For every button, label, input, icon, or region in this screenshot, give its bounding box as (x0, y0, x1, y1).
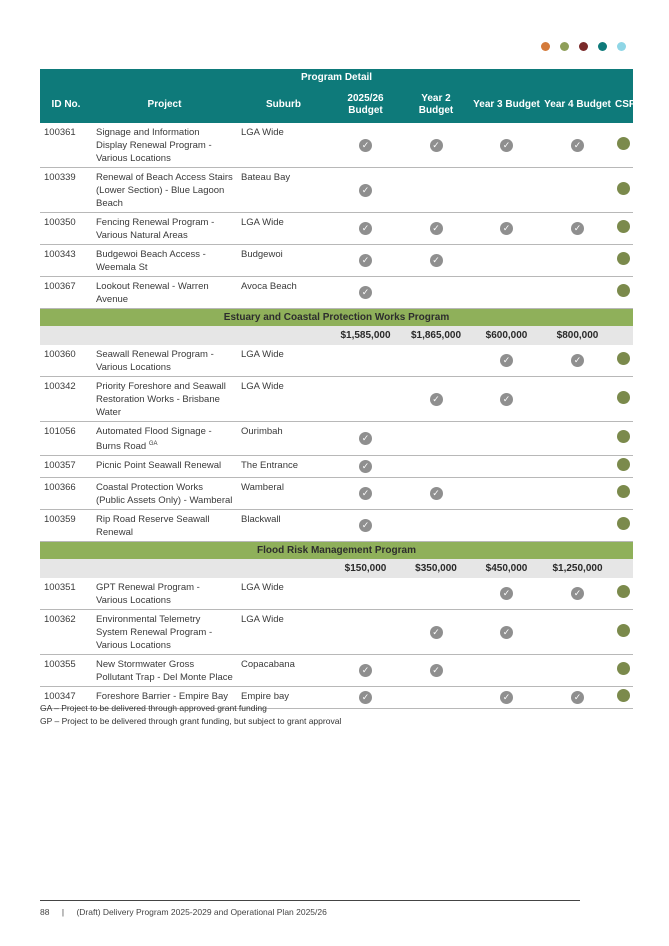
csp-cell (613, 168, 633, 213)
budget-csp-blank (613, 559, 633, 578)
project-name-text: Coastal Protection Works (Public Assets Only) - Wamberal (96, 482, 233, 507)
col-header-suburb: Suburb (237, 87, 330, 123)
table-row (40, 123, 633, 168)
budget-cell-y3 (471, 655, 542, 687)
project-name-text: Priority Foreshore and Seawall Restoration Works - Brisbane Water (96, 381, 226, 418)
budget-cell-y1 (330, 277, 401, 309)
project-id: 100360 (40, 345, 92, 377)
project-name-text: Foreshore Barrier - Empire Bay (96, 691, 228, 703)
suburb: Budgewoi (237, 245, 330, 277)
csp-dot-icon (617, 624, 630, 637)
col-header-y3: Year 3 Budget (471, 87, 542, 123)
project-name (92, 610, 237, 655)
budget-cell-y2 (401, 578, 471, 610)
budget-cell-y4 (542, 655, 613, 687)
budget-cell-y3 (471, 687, 542, 709)
page-footer (40, 907, 327, 917)
project-name-text: Renewal of Beach Access Stairs (Lower Section) - Blue Lagoon Beach (96, 172, 233, 209)
csp-cell (613, 422, 633, 456)
col-header-y1: 2025/26 Budget (330, 87, 401, 123)
csp-dot-icon (617, 458, 630, 471)
budget-cell-y3 (471, 345, 542, 377)
col-header-project: Project (92, 87, 237, 123)
col-header-y4: Year 4 Budget (542, 87, 613, 123)
budget-cell-y2 (401, 478, 471, 510)
csp-dot-icon (617, 220, 630, 233)
csp-cell (613, 345, 633, 377)
program-detail-header: Program Detail (40, 69, 633, 87)
decor-dot (617, 42, 626, 51)
footer-rule (40, 900, 580, 901)
project-id: 100350 (40, 213, 92, 245)
project-name (92, 422, 237, 456)
csp-cell (613, 687, 633, 709)
budget-cell-y1 (330, 245, 401, 277)
csp-dot-icon (617, 391, 630, 404)
project-name-text: Seawall Renewal Program - Various Locations (96, 349, 214, 373)
csp-cell (613, 510, 633, 542)
check-icon: ✓ (359, 222, 372, 235)
check-icon: ✓ (359, 460, 372, 473)
budget-y4: $1,250,000 (542, 559, 613, 578)
suburb: LGA Wide (237, 610, 330, 655)
check-icon: ✓ (359, 519, 372, 532)
project-id: 100351 (40, 578, 92, 610)
budget-cell-y2 (401, 245, 471, 277)
check-icon: ✓ (500, 393, 513, 406)
footnote-gp: GP – Project to be delivered through grant funding, but subject to grant approval (40, 716, 342, 726)
check-icon: ✓ (359, 432, 372, 445)
table-row (40, 422, 633, 456)
project-name (92, 510, 237, 542)
check-icon: ✓ (571, 139, 584, 152)
project-id: 100347 (40, 687, 92, 709)
csp-dot-icon (617, 182, 630, 195)
suburb: Ourimbah (237, 422, 330, 456)
budget-cell-y3 (471, 456, 542, 478)
footnotes (40, 702, 341, 728)
budget-cell-y4 (542, 123, 613, 168)
suburb: Empire bay (237, 687, 330, 709)
suburb: LGA Wide (237, 377, 330, 422)
footnote-ga: GA – Project to be delivered through approved grant funding (40, 703, 267, 713)
table-row (40, 510, 633, 542)
suburb: LGA Wide (237, 345, 330, 377)
budget-cell-y1 (330, 456, 401, 478)
check-icon: ✓ (571, 691, 584, 704)
budget-cell-y1 (330, 578, 401, 610)
csp-cell (613, 478, 633, 510)
project-id: 101056 (40, 422, 92, 456)
footer-separator: | (61, 907, 65, 917)
table-row (40, 610, 633, 655)
project-name (92, 456, 237, 478)
check-icon: ✓ (500, 222, 513, 235)
decor-dot (598, 42, 607, 51)
table-row (40, 345, 633, 377)
budget-cell-y3 (471, 610, 542, 655)
check-icon: ✓ (571, 587, 584, 600)
section-header-row (40, 309, 633, 327)
budget-cell-y4 (542, 213, 613, 245)
suburb: LGA Wide (237, 213, 330, 245)
csp-cell (613, 655, 633, 687)
budget-cell-y2 (401, 422, 471, 456)
table-row (40, 578, 633, 610)
csp-cell (613, 245, 633, 277)
csp-dot-icon (617, 284, 630, 297)
csp-dot-icon (617, 352, 630, 365)
project-name-text: Budgewoi Beach Access - Weemala St (96, 249, 206, 273)
funding-tag: GA (148, 441, 158, 447)
project-name-text: Fencing Renewal Program - Various Natural Areas (96, 217, 215, 241)
budget-cell-y2 (401, 168, 471, 213)
project-name (92, 245, 237, 277)
check-icon: ✓ (500, 139, 513, 152)
budget-cell-y4 (542, 345, 613, 377)
check-icon: ✓ (571, 222, 584, 235)
budget-cell-y1 (330, 213, 401, 245)
csp-dot-icon (617, 662, 630, 675)
csp-dot-icon (617, 252, 630, 265)
check-icon: ✓ (500, 626, 513, 639)
budget-cell-y4 (542, 510, 613, 542)
csp-cell (613, 610, 633, 655)
document-title: (Draft) Delivery Program 2025-2029 and Operational Plan 2025/26 (76, 907, 327, 917)
budget-cell-y3 (471, 245, 542, 277)
check-icon: ✓ (359, 139, 372, 152)
budget-cell-y3 (471, 422, 542, 456)
budget-y2: $350,000 (401, 559, 471, 578)
budget-cell-y4 (542, 687, 613, 709)
suburb: LGA Wide (237, 123, 330, 168)
budget-cell-y2 (401, 610, 471, 655)
budget-cell-y2 (401, 687, 471, 709)
check-icon: ✓ (359, 254, 372, 267)
suburb: The Entrance (237, 456, 330, 478)
budget-cell-y1 (330, 168, 401, 213)
check-icon: ✓ (359, 487, 372, 500)
project-name (92, 655, 237, 687)
budget-cell-y3 (471, 377, 542, 422)
budget-cell-y3 (471, 123, 542, 168)
page-number: 88 (40, 907, 50, 917)
suburb: Blackwall (237, 510, 330, 542)
budget-cell-y4 (542, 422, 613, 456)
budget-y1: $1,585,000 (330, 326, 401, 345)
project-name-text: Environmental Telemetry System Renewal Program - Various Locations (96, 614, 213, 652)
budget-cell-y4 (542, 610, 613, 655)
check-icon: ✓ (359, 691, 372, 704)
check-icon: ✓ (430, 139, 443, 152)
budget-row (40, 559, 633, 578)
project-id: 100362 (40, 610, 92, 655)
project-name-text: Signage and Information Display Renewal Program - Various Locations (96, 127, 212, 164)
budget-cell-y3 (471, 277, 542, 309)
project-id: 100343 (40, 245, 92, 277)
decor-dot (579, 42, 588, 51)
budget-cell-y4 (542, 456, 613, 478)
csp-cell (613, 123, 633, 168)
csp-cell (613, 213, 633, 245)
budget-cell-y3 (471, 478, 542, 510)
budget-cell-y3 (471, 510, 542, 542)
project-name-text: GPT Renewal Program - Various Locations (96, 582, 200, 607)
csp-cell (613, 456, 633, 478)
csp-dot-icon (617, 430, 630, 443)
project-id: 100357 (40, 456, 92, 478)
budget-cell-y3 (471, 168, 542, 213)
decor-dot (541, 42, 550, 51)
table-row (40, 245, 633, 277)
check-icon: ✓ (359, 184, 372, 197)
budget-cell-y1 (330, 345, 401, 377)
csp-dot-icon (617, 137, 630, 150)
project-id: 100359 (40, 510, 92, 542)
budget-cell-y2 (401, 123, 471, 168)
budget-cell-y4 (542, 478, 613, 510)
budget-cell-y4 (542, 168, 613, 213)
suburb: LGA Wide (237, 578, 330, 610)
section-title: Flood Risk Management Program (40, 542, 633, 560)
budget-y3: $600,000 (471, 326, 542, 345)
csp-cell (613, 377, 633, 422)
budget-y3: $450,000 (471, 559, 542, 578)
table-row (40, 655, 633, 687)
project-name (92, 478, 237, 510)
budget-cell-y2 (401, 456, 471, 478)
budget-cell-y1 (330, 422, 401, 456)
budget-cell-y1 (330, 510, 401, 542)
table-row (40, 277, 633, 309)
project-name (92, 377, 237, 422)
csp-dot-icon (617, 517, 630, 530)
budget-cell-y1 (330, 123, 401, 168)
check-icon: ✓ (359, 664, 372, 677)
suburb: Avoca Beach (237, 277, 330, 309)
budget-cell-y2 (401, 277, 471, 309)
csp-dot-icon (617, 585, 630, 598)
check-icon: ✓ (430, 664, 443, 677)
csp-cell (613, 277, 633, 309)
project-id: 100342 (40, 377, 92, 422)
project-name (92, 345, 237, 377)
check-icon: ✓ (430, 393, 443, 406)
project-name (92, 168, 237, 213)
budget-cell-y2 (401, 377, 471, 422)
suburb: Bateau Bay (237, 168, 330, 213)
check-icon: ✓ (430, 254, 443, 267)
budget-cell-y1 (330, 478, 401, 510)
budget-cell-y3 (471, 213, 542, 245)
budget-cell-y1 (330, 610, 401, 655)
budget-blank (40, 326, 330, 345)
project-name (92, 277, 237, 309)
section-header-row (40, 542, 633, 560)
project-name-text: Lookout Renewal - Warren Avenue (96, 281, 209, 305)
check-icon: ✓ (500, 354, 513, 367)
budget-cell-y3 (471, 578, 542, 610)
budget-cell-y2 (401, 655, 471, 687)
project-name (92, 213, 237, 245)
check-icon: ✓ (430, 487, 443, 500)
decorative-dots (541, 42, 626, 51)
project-name-text: New Stormwater Gross Pollutant Trap - Del Monte Place (96, 659, 233, 684)
table-row (40, 168, 633, 213)
project-id: 100355 (40, 655, 92, 687)
table-row (40, 456, 633, 478)
col-header-csp: CSP (613, 87, 633, 123)
budget-csp-blank (613, 326, 633, 345)
project-id: 100361 (40, 123, 92, 168)
col-header-y2: Year 2 Budget (401, 87, 471, 123)
check-icon: ✓ (571, 354, 584, 367)
suburb: Wamberal (237, 478, 330, 510)
budget-cell-y2 (401, 345, 471, 377)
budget-y4: $800,000 (542, 326, 613, 345)
table-row (40, 213, 633, 245)
section-title: Estuary and Coastal Protection Works Program (40, 309, 633, 327)
project-name-text: Rip Road Reserve Seawall Renewal (96, 514, 210, 539)
budget-cell-y1 (330, 655, 401, 687)
table-row (40, 478, 633, 510)
project-id: 100339 (40, 168, 92, 213)
budget-cell-y2 (401, 510, 471, 542)
budget-cell-y4 (542, 578, 613, 610)
csp-dot-icon (617, 485, 630, 498)
project-id: 100367 (40, 277, 92, 309)
budget-blank (40, 559, 330, 578)
budget-cell-y4 (542, 277, 613, 309)
check-icon: ✓ (430, 222, 443, 235)
table-body (40, 123, 633, 709)
budget-cell-y4 (542, 377, 613, 422)
table-row (40, 377, 633, 422)
budget-cell-y1 (330, 377, 401, 422)
csp-dot-icon (617, 689, 630, 702)
project-id: 100366 (40, 478, 92, 510)
check-icon: ✓ (500, 587, 513, 600)
check-icon: ✓ (500, 691, 513, 704)
csp-cell (613, 578, 633, 610)
check-icon: ✓ (359, 286, 372, 299)
decor-dot (560, 42, 569, 51)
budget-row (40, 326, 633, 345)
budget-y2: $1,865,000 (401, 326, 471, 345)
program-table (40, 69, 636, 709)
project-name-text: Picnic Point Seawall Renewal (96, 460, 222, 472)
budget-cell-y4 (542, 245, 613, 277)
budget-cell-y2 (401, 213, 471, 245)
project-name (92, 123, 237, 168)
suburb: Copacabana (237, 655, 330, 687)
check-icon: ✓ (430, 626, 443, 639)
project-name (92, 578, 237, 610)
col-header-id: ID No. (40, 87, 92, 123)
project-name-text: Automated Flood Signage - Burns Road (96, 426, 212, 453)
budget-y1: $150,000 (330, 559, 401, 578)
